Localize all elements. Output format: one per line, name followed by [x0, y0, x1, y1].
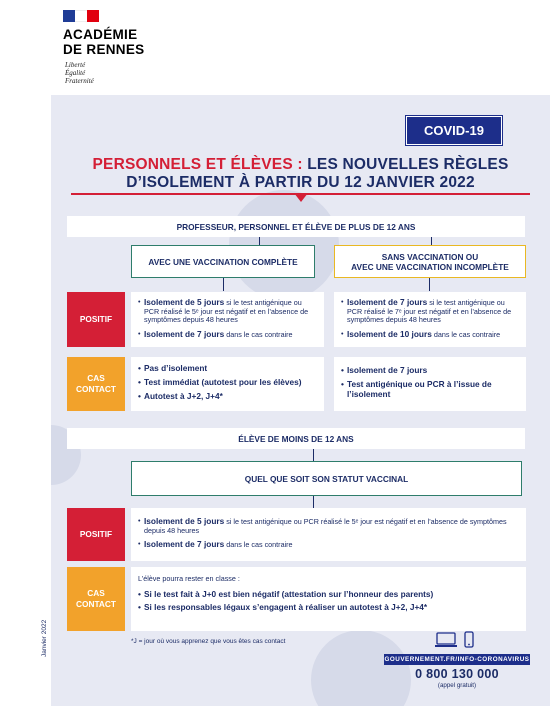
connector-line [313, 449, 314, 461]
cell-contact-vaccinated [131, 357, 324, 411]
covid-badge: COVID-19 [406, 116, 502, 145]
cell-contact-under-12 [131, 567, 526, 631]
covid-poster [51, 95, 550, 706]
tag-cas-contact-line1: CAS [87, 373, 105, 383]
hotline-number[interactable]: 0 800 130 000 [415, 667, 499, 681]
list-item: • Isolement de 7 jours dans le cas contraire [138, 328, 293, 339]
cell-positif-under-12 [131, 508, 526, 561]
academy-name-line2: DE RENNES [63, 42, 145, 57]
motto-egalite: Égalité [65, 69, 86, 77]
list-item: • Isolement de 10 jours dans le cas contraire [341, 328, 501, 339]
section-heading-over-12: PROFESSEUR, PERSONNEL ET ÉLÈVE DE PLUS DE 12 ANS [67, 216, 525, 237]
contact-intro: L’élève pourra rester en classe : [138, 574, 240, 583]
header-no-vaccination-line2: AVEC UNE VACCINATION INCOMPLÈTE [351, 261, 509, 272]
tag-positif-under-12: POSITIF [67, 508, 125, 561]
list-item: • Isolement de 7 jours dans le cas contraire [138, 539, 293, 550]
motto-liberte: Liberté [65, 61, 86, 69]
title-divider-arrow [294, 193, 308, 202]
hotline-note: (appel gratuit) [437, 682, 477, 689]
connector-line [313, 496, 314, 508]
connector-line [223, 278, 224, 291]
side-date: Janvier 2022 [41, 619, 48, 657]
poster-title-line2: D’ISOLEMENT À PARTIR DU 12 JANVIER 2022 [126, 174, 475, 191]
laptop-icon [434, 632, 458, 648]
tag-positif: POSITIF [67, 292, 125, 347]
list-item: • Autotest à J+2, J+4* [138, 391, 223, 401]
list-item: • Isolement de 5 jours si le test antigénique ou PCR réalisé le 5ᵉ jour est négatif et en l’absence de symptômes depuis 48 heures [138, 297, 309, 325]
header-no-vaccination [334, 245, 526, 278]
connector-line [429, 278, 430, 291]
tag-cas-contact-line2: CONTACT [76, 384, 116, 394]
connector-line [431, 237, 432, 245]
footnote: *J = jour où vous apprenez que vous êtes cas contact [131, 638, 286, 645]
connector-line [259, 237, 260, 245]
list-item: • Test immédiat (autotest pour les élèves) [138, 377, 302, 387]
list-item: • Isolement de 7 jours [341, 365, 428, 375]
academy-name-line1: ACADÉMIE [63, 27, 138, 42]
list-item: • Si le test fait à J+0 est bien négatif (attestation sur l’honneur des parents) [138, 588, 434, 599]
cell-contact-unvaccinated [334, 357, 526, 411]
tag-cas-contact-line1: CAS [87, 588, 105, 598]
list-item: • Isolement de 5 jours si le test antigénique ou PCR réalisé le 5ᵉ jour est négatif et en l’absence de symptômes depuis 48 heures [138, 516, 507, 535]
header-no-vaccination-line1: SANS VACCINATION OU [381, 251, 479, 262]
section-heading-under-12: ÉLÈVE DE MOINS DE 12 ANS [67, 428, 525, 449]
tag-cas-contact [67, 357, 125, 411]
list-item: • Si les responsables légaux s’engagent à réaliser un autotest à J+2, J+4* [138, 601, 428, 612]
tag-cas-contact-line2: CONTACT [76, 599, 116, 609]
french-flag-logo [63, 10, 99, 22]
smartphone-icon [464, 631, 474, 648]
gov-url-link[interactable]: GOUVERNEMENT.FR/INFO-CORONAVIRUS [384, 656, 530, 663]
header-any-vaccination-status: QUEL QUE SOIT SON STATUT VACCINAL [131, 461, 522, 496]
list-item: • Test antigénique ou PCR à l’issue de l’isolement [341, 379, 492, 399]
tag-cas-contact-under-12 [67, 567, 125, 631]
header-full-vaccination: AVEC UNE VACCINATION COMPLÈTE [131, 245, 315, 278]
list-item: • Pas d’isolement [138, 363, 208, 373]
poster-title-line1: PERSONNELS ET ÉLÈVES : LES NOUVELLES RÈGLES [92, 156, 509, 173]
cell-positif-vaccinated [131, 292, 324, 347]
motto-fraternite: Fraternité [65, 77, 94, 85]
list-item: • Isolement de 7 jours si le test antigénique ou PCR réalisé le 7ᵉ jour est négatif et en l’absence de symptômes depuis 48 heures [341, 297, 512, 325]
cell-positif-unvaccinated [334, 292, 526, 347]
